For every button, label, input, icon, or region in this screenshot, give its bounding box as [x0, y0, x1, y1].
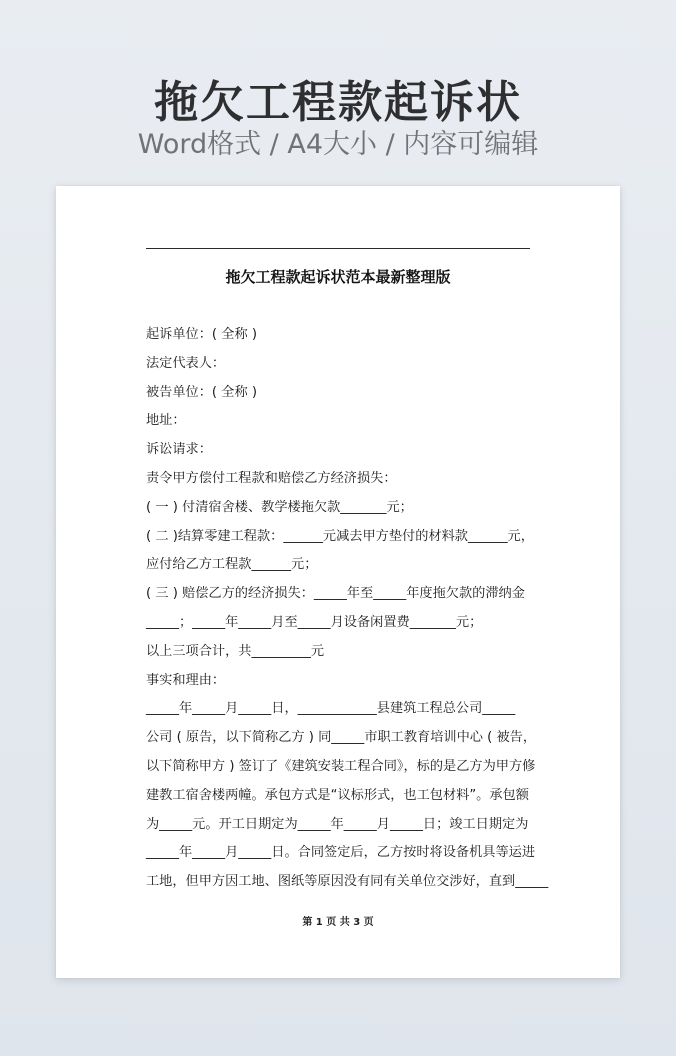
body-line: 为_____元。开工日期定为_____年_____月_____日；竣工日期定为	[146, 816, 529, 832]
page-number: 第 1 页 共 3 页	[302, 917, 374, 928]
document-title: 拖欠工程款起诉状范本最新整理版	[225, 268, 451, 286]
page-title: 拖欠工程款起诉状	[154, 77, 522, 128]
document-body	[146, 321, 549, 897]
body-line: _____年_____月_____日，____________县建筑工程总公司_____	[146, 701, 516, 717]
body-line: _____年_____月_____日。合同签定后，乙方按时将设备机具等运进	[146, 845, 536, 861]
body-line: ( 一 ) 付清宿舍楼、教学楼拖欠款_______元；	[146, 499, 413, 515]
body-line: ( 二 )结算零建工程款：______元减去甲方垫付的材料款______元，	[146, 528, 534, 544]
body-line: _____；_____年_____月至_____月设备闲置费_______元；	[146, 614, 483, 630]
page-subtitle: Word格式 / A4大小 / 内容可编辑	[137, 129, 539, 160]
body-line: 被告单位：( 全称 )	[146, 384, 257, 400]
body-line: 以下简称甲方 ) 签订了《建筑安装工程合同》，标的是乙方为甲方修	[146, 758, 536, 774]
body-line: 应付给乙方工程款______元；	[146, 557, 318, 573]
body-line: 工地，但甲方因工地、图纸等原因没有同有关单位交涉好，直到_____	[146, 874, 549, 890]
header-rule	[146, 248, 530, 249]
body-line: 地址：	[146, 413, 186, 429]
body-line: 法定代表人：	[146, 355, 226, 371]
body-line: 责令甲方偿付工程款和赔偿乙方经济损失：	[146, 470, 397, 486]
body-line: 公司 ( 原告，以下简称乙方 ) 同_____市职工教育培训中心 ( 被告，	[146, 730, 537, 746]
body-line: ( 三 ) 赔偿乙方的经济损失：_____年至_____年度拖欠款的滞纳金	[146, 586, 525, 602]
document-page	[56, 186, 620, 978]
body-line: 事实和理由：	[146, 672, 226, 688]
body-line: 以上三项合计，共_________元	[146, 643, 325, 659]
body-line: 起诉单位：( 全称 )	[146, 327, 257, 342]
body-line: 诉讼请求：	[146, 442, 212, 458]
body-line: 建教工宿舍楼两幢。承包方式是“议标形式，也工包材料”。承包额	[146, 787, 529, 803]
